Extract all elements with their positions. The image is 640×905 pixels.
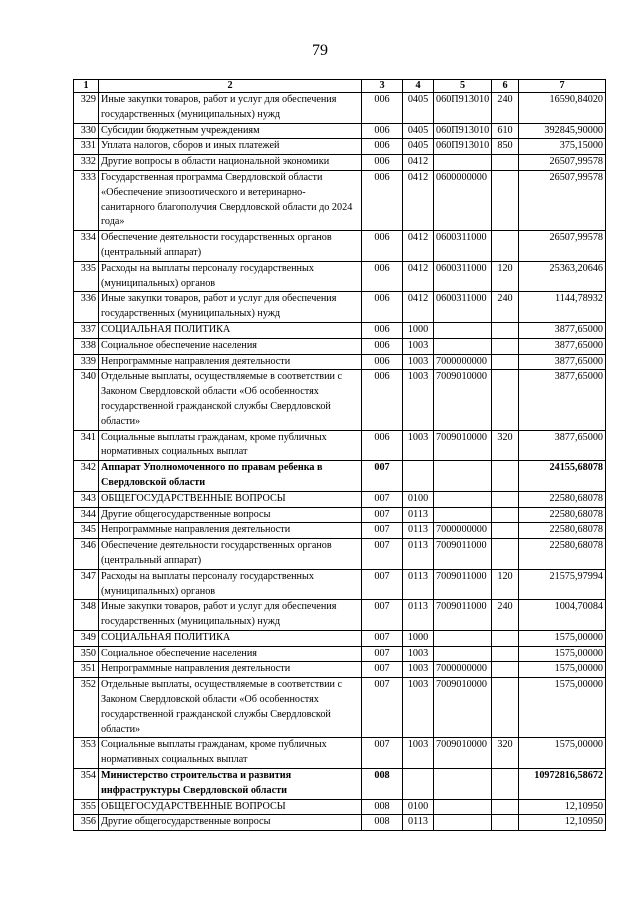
target-item-code xyxy=(434,155,492,171)
table-row xyxy=(74,678,606,738)
table-row xyxy=(74,662,606,678)
row-number: 342 xyxy=(74,461,99,492)
table-row xyxy=(74,322,606,338)
section-code: 0100 xyxy=(403,799,434,815)
expense-type-code xyxy=(492,646,519,662)
target-item-code: 0600311000 xyxy=(434,292,492,323)
expense-name: Другие вопросы в области национальной экономики xyxy=(99,155,362,171)
target-item-code: 060П913010 xyxy=(434,123,492,139)
expense-name: СОЦИАЛЬНАЯ ПОЛИТИКА xyxy=(99,630,362,646)
expense-type-code xyxy=(492,507,519,523)
section-code: 1003 xyxy=(403,738,434,769)
amount: 25363,20646 xyxy=(519,261,606,292)
budget-table xyxy=(73,79,606,831)
column-header: 2 xyxy=(99,80,362,93)
expense-name: Обеспечение деятельности государственных органов (центральный аппарат) xyxy=(99,539,362,570)
section-code: 1000 xyxy=(403,322,434,338)
row-number: 331 xyxy=(74,139,99,155)
row-number: 353 xyxy=(74,738,99,769)
page-number: 79 xyxy=(312,42,328,59)
table-row xyxy=(74,461,606,492)
expense-type-code: 120 xyxy=(492,261,519,292)
expense-name: Социальное обеспечение населения xyxy=(99,646,362,662)
amount: 22580,68078 xyxy=(519,523,606,539)
expense-type-code: 850 xyxy=(492,139,519,155)
expense-type-code xyxy=(492,815,519,831)
target-item-code: 7009010000 xyxy=(434,678,492,738)
expense-type-code: 320 xyxy=(492,738,519,769)
table-row xyxy=(74,354,606,370)
department-code: 007 xyxy=(362,523,403,539)
expense-name: Другие общегосударственные вопросы xyxy=(99,507,362,523)
target-item-code xyxy=(434,491,492,507)
table-row xyxy=(74,430,606,461)
section-code: 0405 xyxy=(403,93,434,124)
expense-type-code xyxy=(492,662,519,678)
target-item-code: 7009010000 xyxy=(434,430,492,461)
table-row xyxy=(74,799,606,815)
table-row xyxy=(74,600,606,631)
section-code: 0113 xyxy=(403,539,434,570)
section-code: 1003 xyxy=(403,354,434,370)
section-code: 1003 xyxy=(403,646,434,662)
section-code: 0113 xyxy=(403,569,434,600)
expense-name: Расходы на выплаты персоналу государственных (муниципальных) органов xyxy=(99,569,362,600)
table-row xyxy=(74,491,606,507)
department-code: 006 xyxy=(362,370,403,430)
column-header: 1 xyxy=(74,80,99,93)
target-item-code: 7000000000 xyxy=(434,354,492,370)
section-code: 1003 xyxy=(403,338,434,354)
amount: 22580,68078 xyxy=(519,539,606,570)
target-item-code xyxy=(434,815,492,831)
table-row xyxy=(74,139,606,155)
expense-name: Иные закупки товаров, работ и услуг для обеспечения государственных (муниципальных) нужд xyxy=(99,600,362,631)
row-number: 352 xyxy=(74,678,99,738)
row-number: 343 xyxy=(74,491,99,507)
section-code: 1003 xyxy=(403,370,434,430)
target-item-code xyxy=(434,507,492,523)
amount: 1575,00000 xyxy=(519,738,606,769)
department-code: 006 xyxy=(362,338,403,354)
target-item-code: 0600311000 xyxy=(434,231,492,262)
column-header: 5 xyxy=(434,80,492,93)
section-code: 0405 xyxy=(403,139,434,155)
expense-name: Иные закупки товаров, работ и услуг для обеспечения государственных (муниципальных) нужд xyxy=(99,93,362,124)
row-number: 345 xyxy=(74,523,99,539)
amount: 21575,97994 xyxy=(519,569,606,600)
expense-type-code xyxy=(492,491,519,507)
section-code xyxy=(403,461,434,492)
target-item-code xyxy=(434,630,492,646)
expense-name: Непрограммные направления деятельности xyxy=(99,354,362,370)
row-number: 334 xyxy=(74,231,99,262)
row-number: 339 xyxy=(74,354,99,370)
expense-name: Иные закупки товаров, работ и услуг для обеспечения государственных (муниципальных) нужд xyxy=(99,292,362,323)
target-item-code: 7009011000 xyxy=(434,600,492,631)
target-item-code xyxy=(434,769,492,800)
expense-type-code xyxy=(492,370,519,430)
table-row xyxy=(74,123,606,139)
expense-name: Социальное обеспечение населения xyxy=(99,338,362,354)
row-number: 356 xyxy=(74,815,99,831)
section-code xyxy=(403,769,434,800)
expense-type-code: 240 xyxy=(492,600,519,631)
department-code: 006 xyxy=(362,155,403,171)
amount: 22580,68078 xyxy=(519,491,606,507)
row-number: 336 xyxy=(74,292,99,323)
department-code: 007 xyxy=(362,678,403,738)
expense-type-code: 240 xyxy=(492,93,519,124)
target-item-code: 7009010000 xyxy=(434,370,492,430)
row-number: 350 xyxy=(74,646,99,662)
department-code: 006 xyxy=(362,430,403,461)
target-item-code: 7000000000 xyxy=(434,662,492,678)
department-code: 006 xyxy=(362,170,403,230)
table-row xyxy=(74,646,606,662)
amount: 392845,90000 xyxy=(519,123,606,139)
amount: 3877,65000 xyxy=(519,322,606,338)
expense-name: Обеспечение деятельности государственных органов (центральный аппарат) xyxy=(99,231,362,262)
column-header: 4 xyxy=(403,80,434,93)
department-code: 007 xyxy=(362,630,403,646)
department-code: 007 xyxy=(362,569,403,600)
expense-name: Социальные выплаты гражданам, кроме публичных нормативных социальных выплат xyxy=(99,430,362,461)
section-code: 0113 xyxy=(403,507,434,523)
target-item-code: 7009010000 xyxy=(434,738,492,769)
amount: 3877,65000 xyxy=(519,338,606,354)
section-code: 0113 xyxy=(403,815,434,831)
table-row xyxy=(74,738,606,769)
amount: 1575,00000 xyxy=(519,678,606,738)
amount: 375,15000 xyxy=(519,139,606,155)
target-item-code: 7000000000 xyxy=(434,523,492,539)
department-code: 006 xyxy=(362,123,403,139)
table-row xyxy=(74,769,606,800)
expense-type-code xyxy=(492,155,519,171)
target-item-code: 7009011000 xyxy=(434,539,492,570)
department-code: 006 xyxy=(362,231,403,262)
amount: 26507,99578 xyxy=(519,231,606,262)
expense-type-code xyxy=(492,338,519,354)
target-item-code xyxy=(434,646,492,662)
department-code: 008 xyxy=(362,799,403,815)
amount: 12,10950 xyxy=(519,815,606,831)
table-row xyxy=(74,569,606,600)
target-item-code xyxy=(434,338,492,354)
expense-type-code xyxy=(492,769,519,800)
table-row xyxy=(74,231,606,262)
expense-name: Непрограммные направления деятельности xyxy=(99,662,362,678)
target-item-code: 7009011000 xyxy=(434,569,492,600)
department-code: 007 xyxy=(362,461,403,492)
expense-type-code: 320 xyxy=(492,430,519,461)
row-number: 335 xyxy=(74,261,99,292)
section-code: 1003 xyxy=(403,678,434,738)
department-code: 007 xyxy=(362,662,403,678)
table-row xyxy=(74,370,606,430)
expense-name: Расходы на выплаты персоналу государственных (муниципальных) органов xyxy=(99,261,362,292)
row-number: 348 xyxy=(74,600,99,631)
column-header: 7 xyxy=(519,80,606,93)
row-number: 338 xyxy=(74,338,99,354)
row-number: 355 xyxy=(74,799,99,815)
amount: 3877,65000 xyxy=(519,430,606,461)
department-code: 008 xyxy=(362,769,403,800)
section-code: 1000 xyxy=(403,630,434,646)
row-number: 332 xyxy=(74,155,99,171)
department-code: 007 xyxy=(362,491,403,507)
row-number: 337 xyxy=(74,322,99,338)
amount: 12,10950 xyxy=(519,799,606,815)
table-row xyxy=(74,630,606,646)
table-row xyxy=(74,155,606,171)
expense-type-code xyxy=(492,678,519,738)
table-row xyxy=(74,815,606,831)
row-number: 333 xyxy=(74,170,99,230)
column-header: 3 xyxy=(362,80,403,93)
amount: 3877,65000 xyxy=(519,370,606,430)
amount: 16590,84020 xyxy=(519,93,606,124)
target-item-code: 060П913010 xyxy=(434,93,492,124)
row-number: 329 xyxy=(74,93,99,124)
amount: 1575,00000 xyxy=(519,646,606,662)
expense-name: Социальные выплаты гражданам, кроме публичных нормативных социальных выплат xyxy=(99,738,362,769)
target-item-code xyxy=(434,322,492,338)
expense-name: СОЦИАЛЬНАЯ ПОЛИТИКА xyxy=(99,322,362,338)
expense-type-code xyxy=(492,354,519,370)
amount: 22580,68078 xyxy=(519,507,606,523)
expense-type-code xyxy=(492,322,519,338)
amount: 1575,00000 xyxy=(519,630,606,646)
expense-name: Субсидии бюджетным учреждениям xyxy=(99,123,362,139)
expense-name: Уплата налогов, сборов и иных платежей xyxy=(99,139,362,155)
header-row xyxy=(74,80,606,93)
row-number: 351 xyxy=(74,662,99,678)
expense-name: ОБЩЕГОСУДАРСТВЕННЫЕ ВОПРОСЫ xyxy=(99,799,362,815)
row-number: 341 xyxy=(74,430,99,461)
section-code: 0405 xyxy=(403,123,434,139)
table-row xyxy=(74,261,606,292)
department-code: 006 xyxy=(362,93,403,124)
expense-type-code xyxy=(492,799,519,815)
target-item-code: 060П913010 xyxy=(434,139,492,155)
amount: 26507,99578 xyxy=(519,170,606,230)
row-number: 346 xyxy=(74,539,99,570)
amount: 10972816,58672 xyxy=(519,769,606,800)
expense-name: Министерство строительства и развития инфраструктуры Свердловской области xyxy=(99,769,362,800)
target-item-code: 0600000000 xyxy=(434,170,492,230)
row-number: 340 xyxy=(74,370,99,430)
department-code: 007 xyxy=(362,539,403,570)
row-number: 330 xyxy=(74,123,99,139)
expense-type-code: 240 xyxy=(492,292,519,323)
row-number: 354 xyxy=(74,769,99,800)
amount: 1575,00000 xyxy=(519,662,606,678)
amount: 1004,70084 xyxy=(519,600,606,631)
section-code: 0113 xyxy=(403,523,434,539)
section-code: 1003 xyxy=(403,662,434,678)
expense-type-code xyxy=(492,630,519,646)
table-row xyxy=(74,539,606,570)
department-code: 007 xyxy=(362,738,403,769)
amount: 1144,78932 xyxy=(519,292,606,323)
expense-type-code: 610 xyxy=(492,123,519,139)
expense-name: Аппарат Уполномоченного по правам ребенка в Свердловской области xyxy=(99,461,362,492)
expense-name: Непрограммные направления деятельности xyxy=(99,523,362,539)
target-item-code xyxy=(434,799,492,815)
expense-name: Государственная программа Свердловской области «Обеспечение эпизоотического и ветеринарно-санитарного благополучия Свердловской области до 2024 года» xyxy=(99,170,362,230)
section-code: 0412 xyxy=(403,292,434,323)
table-row xyxy=(74,170,606,230)
department-code: 007 xyxy=(362,646,403,662)
table-row xyxy=(74,507,606,523)
department-code: 006 xyxy=(362,354,403,370)
table-row xyxy=(74,523,606,539)
table-row xyxy=(74,292,606,323)
section-code: 1003 xyxy=(403,430,434,461)
amount: 24155,68078 xyxy=(519,461,606,492)
target-item-code: 0600311000 xyxy=(434,261,492,292)
expense-type-code xyxy=(492,461,519,492)
column-header: 6 xyxy=(492,80,519,93)
row-number: 344 xyxy=(74,507,99,523)
amount: 26507,99578 xyxy=(519,155,606,171)
expense-type-code xyxy=(492,231,519,262)
expense-name: ОБЩЕГОСУДАРСТВЕННЫЕ ВОПРОСЫ xyxy=(99,491,362,507)
expense-name: Отдельные выплаты, осуществляемые в соответствии с Законом Свердловской области «Об особенностях государственной гражданской службы Свердловской области» xyxy=(99,678,362,738)
department-code: 007 xyxy=(362,600,403,631)
expense-type-code: 120 xyxy=(492,569,519,600)
table-row xyxy=(74,93,606,124)
expense-type-code xyxy=(492,539,519,570)
amount: 3877,65000 xyxy=(519,354,606,370)
section-code: 0113 xyxy=(403,600,434,631)
department-code: 006 xyxy=(362,261,403,292)
table-row xyxy=(74,338,606,354)
expense-name: Отдельные выплаты, осуществляемые в соответствии с Законом Свердловской области «Об особенностях государственной гражданской службы Свердловской области» xyxy=(99,370,362,430)
department-code: 008 xyxy=(362,815,403,831)
section-code: 0412 xyxy=(403,170,434,230)
department-code: 006 xyxy=(362,292,403,323)
section-code: 0100 xyxy=(403,491,434,507)
row-number: 347 xyxy=(74,569,99,600)
section-code: 0412 xyxy=(403,231,434,262)
expense-type-code xyxy=(492,523,519,539)
expense-name: Другие общегосударственные вопросы xyxy=(99,815,362,831)
section-code: 0412 xyxy=(403,261,434,292)
target-item-code xyxy=(434,461,492,492)
department-code: 006 xyxy=(362,322,403,338)
row-number: 349 xyxy=(74,630,99,646)
department-code: 006 xyxy=(362,139,403,155)
expense-type-code xyxy=(492,170,519,230)
department-code: 007 xyxy=(362,507,403,523)
section-code: 0412 xyxy=(403,155,434,171)
